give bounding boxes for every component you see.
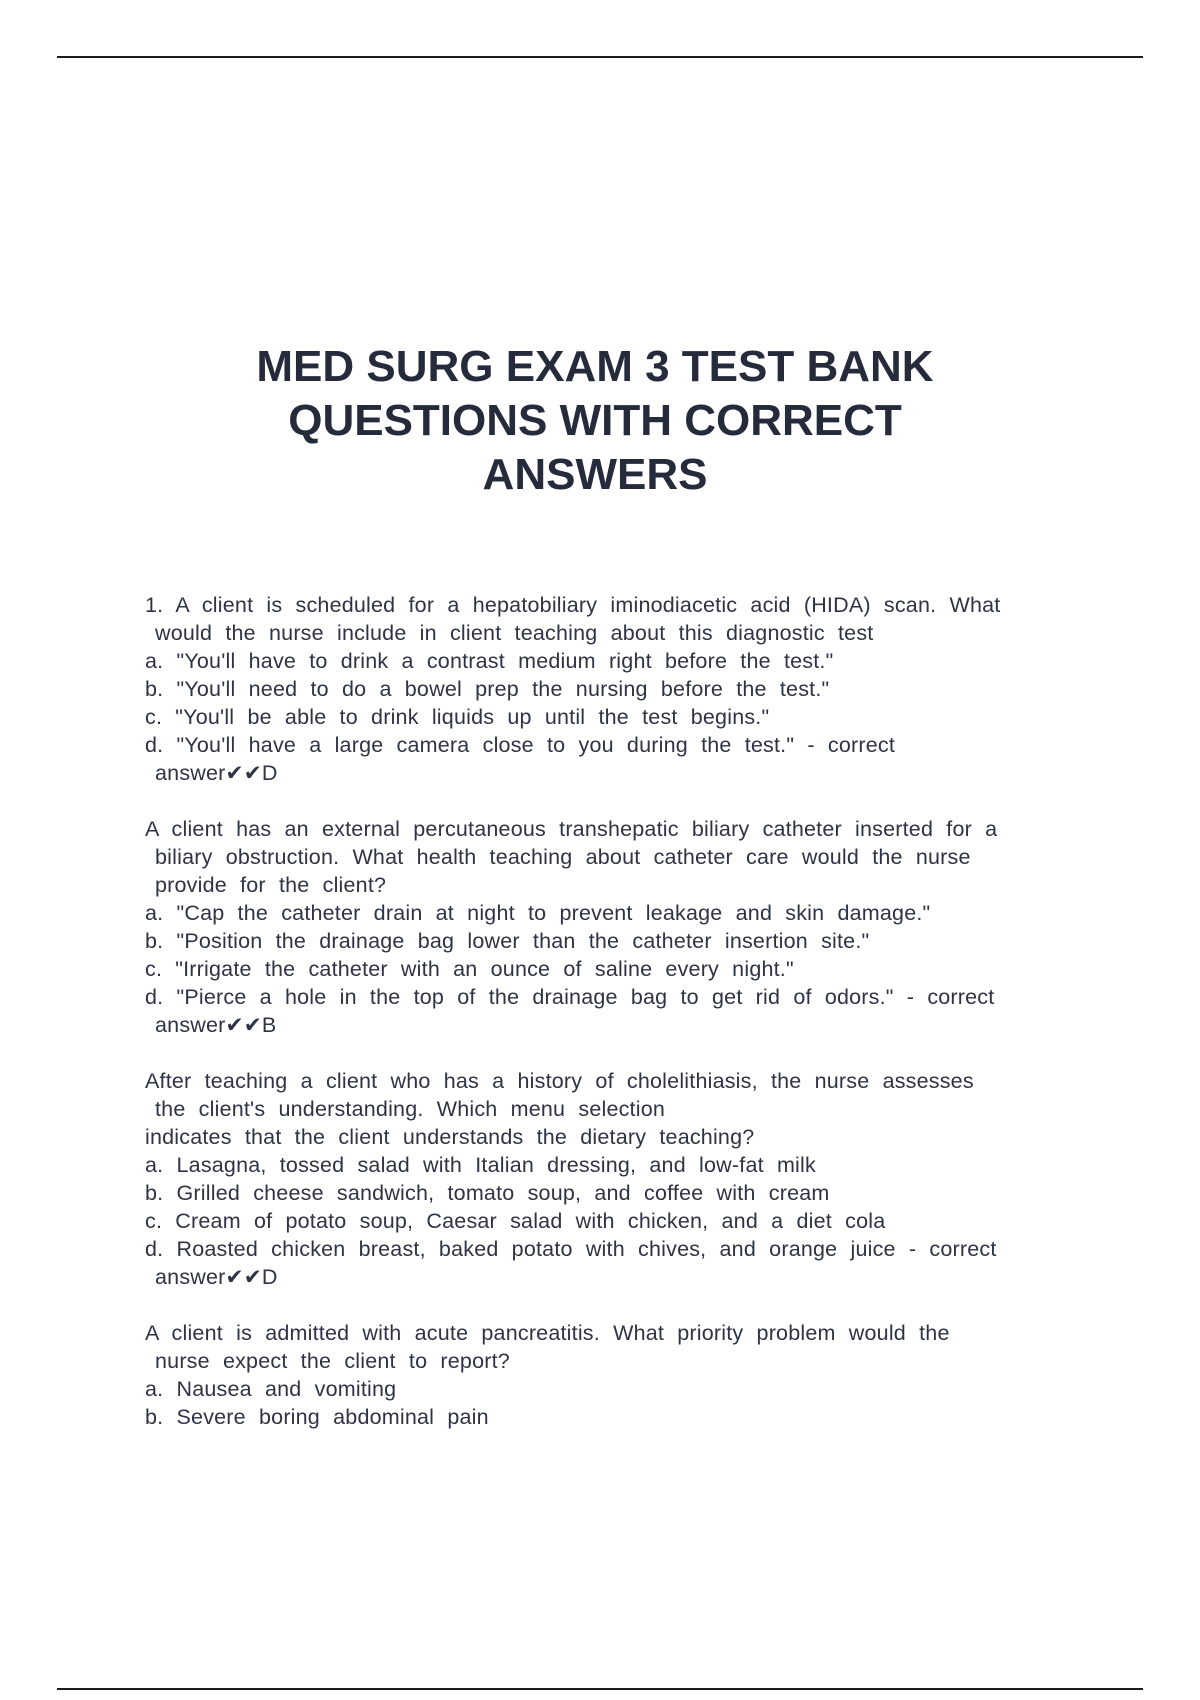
- answer-option-b: b. "Position the drainage bag lower than the catheter insertion site.": [145, 929, 870, 953]
- question-stem-line: provide for the client?: [155, 873, 387, 897]
- correct-answer: answer✔✔D: [155, 1265, 278, 1289]
- question-3: [145, 1067, 1080, 1291]
- answer-option-a: a. Lasagna, tossed salad with Italian dressing, and low-fat milk: [145, 1153, 816, 1177]
- top-rule: [57, 56, 1143, 58]
- question-list: [145, 591, 1080, 1431]
- answer-option-b: b. Grilled cheese sandwich, tomato soup, and coffee with cream: [145, 1181, 830, 1205]
- answer-option-c: c. "You'll be able to drink liquids up until the test begins.": [145, 705, 770, 729]
- correct-answer: answer✔✔B: [155, 1013, 277, 1037]
- document-title: [200, 340, 990, 502]
- question-stem-line: A client has an external percutaneous transhepatic biliary catheter inserted for a: [145, 817, 998, 841]
- question-stem-line: After teaching a client who has a history of cholelithiasis, the nurse assesses: [145, 1069, 974, 1093]
- answer-option-c: c. Cream of potato soup, Caesar salad with chicken, and a diet cola: [145, 1209, 886, 1233]
- answer-option-d: d. Roasted chicken breast, baked potato with chives, and orange juice - correct: [145, 1237, 997, 1261]
- title-line: ANSWERS: [482, 450, 708, 499]
- answer-option-b: b. Severe boring abdominal pain: [145, 1405, 489, 1429]
- question-4: [145, 1319, 1080, 1431]
- correct-answer: answer✔✔D: [155, 761, 278, 785]
- answer-option-c: c. "Irrigate the catheter with an ounce of saline every night.": [145, 957, 794, 981]
- answer-option-d: d. "You'll have a large camera close to you during the test." - correct: [145, 733, 896, 757]
- question-stem-line: would the nurse include in client teaching about this diagnostic test: [155, 621, 874, 645]
- answer-option-a: a. "You'll have to drink a contrast medium right before the test.": [145, 649, 834, 673]
- answer-option-a: a. Nausea and vomiting: [145, 1377, 397, 1401]
- answer-option-b: b. "You'll need to do a bowel prep the nursing before the test.": [145, 677, 830, 701]
- bottom-rule: [57, 1688, 1143, 1690]
- title-line: MED SURG EXAM 3 TEST BANK: [256, 342, 934, 391]
- title-line: QUESTIONS WITH CORRECT: [288, 396, 902, 445]
- question-stem-line: the client's understanding. Which menu selection: [155, 1097, 666, 1121]
- question-stem-line: A client is admitted with acute pancreatitis. What priority problem would the: [145, 1321, 950, 1345]
- answer-option-a: a. "Cap the catheter drain at night to prevent leakage and skin damage.": [145, 901, 931, 925]
- question-stem-line: nurse expect the client to report?: [155, 1349, 510, 1373]
- question-stem-line: indicates that the client understands the dietary teaching?: [145, 1125, 755, 1149]
- question-stem-line: 1. A client is scheduled for a hepatobiliary iminodiacetic acid (HIDA) scan. What: [145, 593, 1001, 617]
- question-2: [145, 815, 1080, 1039]
- answer-option-d: d. "Pierce a hole in the top of the drainage bag to get rid of odors." - correct: [145, 985, 995, 1009]
- question-stem-line: biliary obstruction. What health teaching about catheter care would the nurse: [155, 845, 971, 869]
- question-1: [145, 591, 1080, 787]
